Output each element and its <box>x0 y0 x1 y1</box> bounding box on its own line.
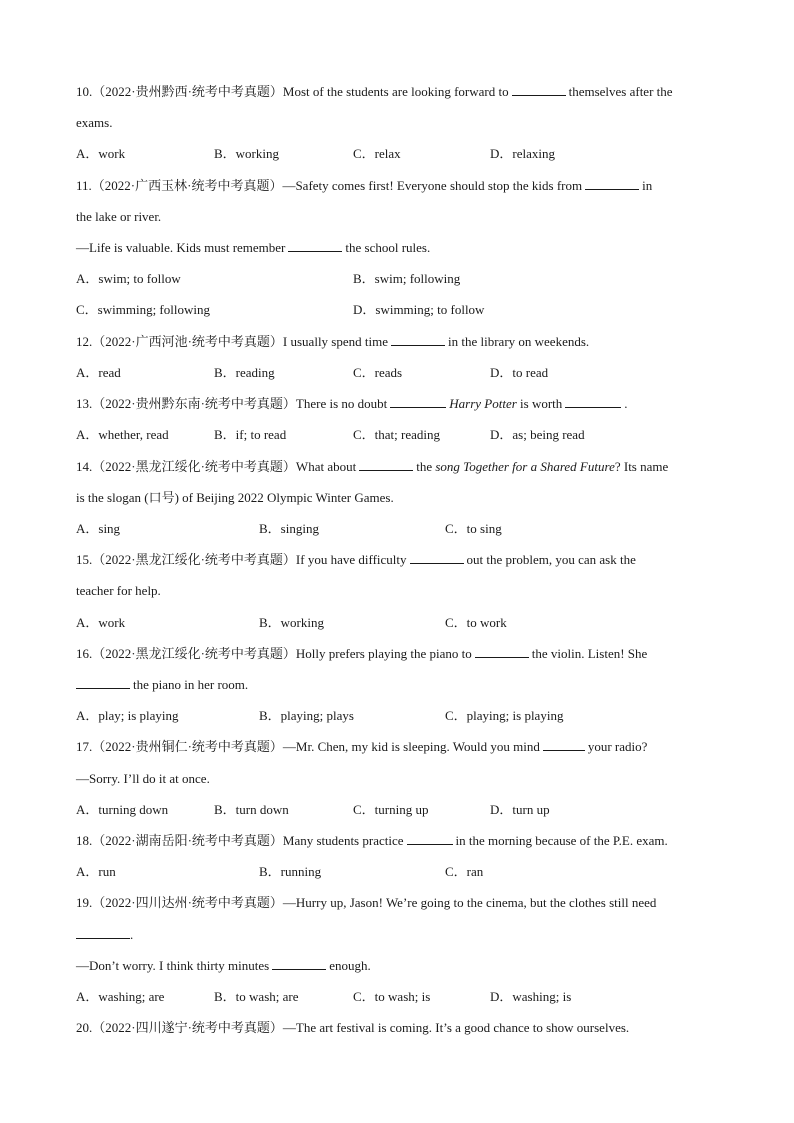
option-a: A．work <box>76 146 126 161</box>
answer-blank <box>410 551 464 564</box>
option-c: C．turning up <box>353 802 429 817</box>
answer-blank <box>76 676 130 689</box>
option-b: B．playing; plays <box>259 708 354 723</box>
question-16-cont: the piano in her room. <box>76 676 248 694</box>
question-20: 20.（2022·四川遂宁·统考中考真题）—The art festival is coming. It’s a good chance to show ourselves. <box>76 1020 630 1035</box>
option-d: D．to read <box>490 365 549 380</box>
option-a: A．sing <box>76 521 121 536</box>
option-c: C．ran <box>445 864 484 879</box>
option-b: B．reading <box>214 365 275 380</box>
answer-blank <box>288 239 342 252</box>
option-c: C．that; reading <box>353 427 441 442</box>
question-19-cont: . <box>76 926 133 944</box>
option-b: B．to wash; are <box>214 989 299 1004</box>
answer-blank <box>391 333 445 346</box>
option-d: D．swimming; to follow <box>353 302 485 317</box>
option-c: C．to wash; is <box>353 989 431 1004</box>
answer-blank <box>76 926 130 939</box>
option-a: A．read <box>76 365 121 380</box>
option-c: C．to sing <box>445 521 502 536</box>
question-19: 19.（2022·四川达州·统考中考真题）—Hurry up, Jason! We’re going to the cinema, but the clothes still need <box>76 895 657 910</box>
option-b: B．working <box>214 146 280 161</box>
option-c: C．relax <box>353 146 401 161</box>
answer-blank <box>565 395 621 408</box>
option-d: D．turn up <box>490 802 550 817</box>
option-b: B．turn down <box>214 802 289 817</box>
answer-blank <box>272 957 326 970</box>
option-c: C．playing; is playing <box>445 708 564 723</box>
answer-blank <box>475 645 529 658</box>
option-d: D．as; being read <box>490 427 585 442</box>
question-11-reply: —Life is valuable. Kids must remember the school rules. <box>76 240 431 255</box>
question-15-cont: teacher for help. <box>76 583 161 598</box>
option-a: A．washing; are <box>76 989 165 1004</box>
option-a: A．run <box>76 864 116 879</box>
option-a: A．whether, read <box>76 427 169 442</box>
question-14: 14.（2022·黑龙江绥化·统考中考真题）What about the song Together for a Shared Future? Its name <box>76 459 669 474</box>
option-c: C．swimming; following <box>76 302 210 317</box>
answer-blank <box>407 832 453 845</box>
question-11-cont: the lake or river. <box>76 209 162 224</box>
question-15: 15.（2022·黑龙江绥化·统考中考真题）If you have difficulty out the problem, you can ask the <box>76 552 636 567</box>
option-a: A．swim; to follow <box>76 271 181 286</box>
question-16: 16.（2022·黑龙江绥化·统考中考真题）Holly prefers playing the piano to the violin. Listen! She <box>76 646 648 661</box>
option-c: C．to work <box>445 615 507 630</box>
option-b: B．working <box>259 615 325 630</box>
option-a: A．play; is playing <box>76 708 179 723</box>
answer-blank <box>543 738 585 751</box>
option-b: B．singing <box>259 521 319 536</box>
question-14-cont: is the slogan (口号) of Beijing 2022 Olympic Winter Games. <box>76 490 394 505</box>
question-10-cont: exams. <box>76 115 113 130</box>
question-17: 17.（2022·贵州铜仁·统考中考真题）—Mr. Chen, my kid is sleeping. Would you mind your radio? <box>76 739 648 754</box>
option-a: A．turning down <box>76 802 169 817</box>
answer-blank <box>359 458 413 471</box>
option-c: C．reads <box>353 365 403 380</box>
answer-blank <box>512 83 566 96</box>
question-11: 11.（2022·广西玉林·统考中考真题）—Safety comes first! Everyone should stop the kids from in <box>76 178 653 193</box>
question-18: 18.（2022·湖南岳阳·统考中考真题）Many students practice in the morning because of the P.E. exam. <box>76 833 668 848</box>
question-12: 12.（2022·广西河池·统考中考真题）I usually spend time in the library on weekends. <box>76 334 590 349</box>
option-a: A．work <box>76 615 126 630</box>
option-d: D．relaxing <box>490 146 555 161</box>
option-b: B．swim; following <box>353 271 461 286</box>
option-d: D．washing; is <box>490 989 572 1004</box>
question-19-reply: —Don’t worry. I think thirty minutes enough. <box>76 958 371 973</box>
option-b: B．running <box>259 864 322 879</box>
question-17-reply: —Sorry. I’ll do it at once. <box>76 771 210 786</box>
question-10: 10.（2022·贵州黔西·统考中考真题）Most of the students are looking forward to themselves after the <box>76 84 673 99</box>
option-b: B．if; to read <box>214 427 287 442</box>
answer-blank <box>390 395 446 408</box>
question-13: 13.（2022·贵州黔东南·统考中考真题）There is no doubt Harry Potter is worth . <box>76 396 628 411</box>
answer-blank <box>585 177 639 190</box>
